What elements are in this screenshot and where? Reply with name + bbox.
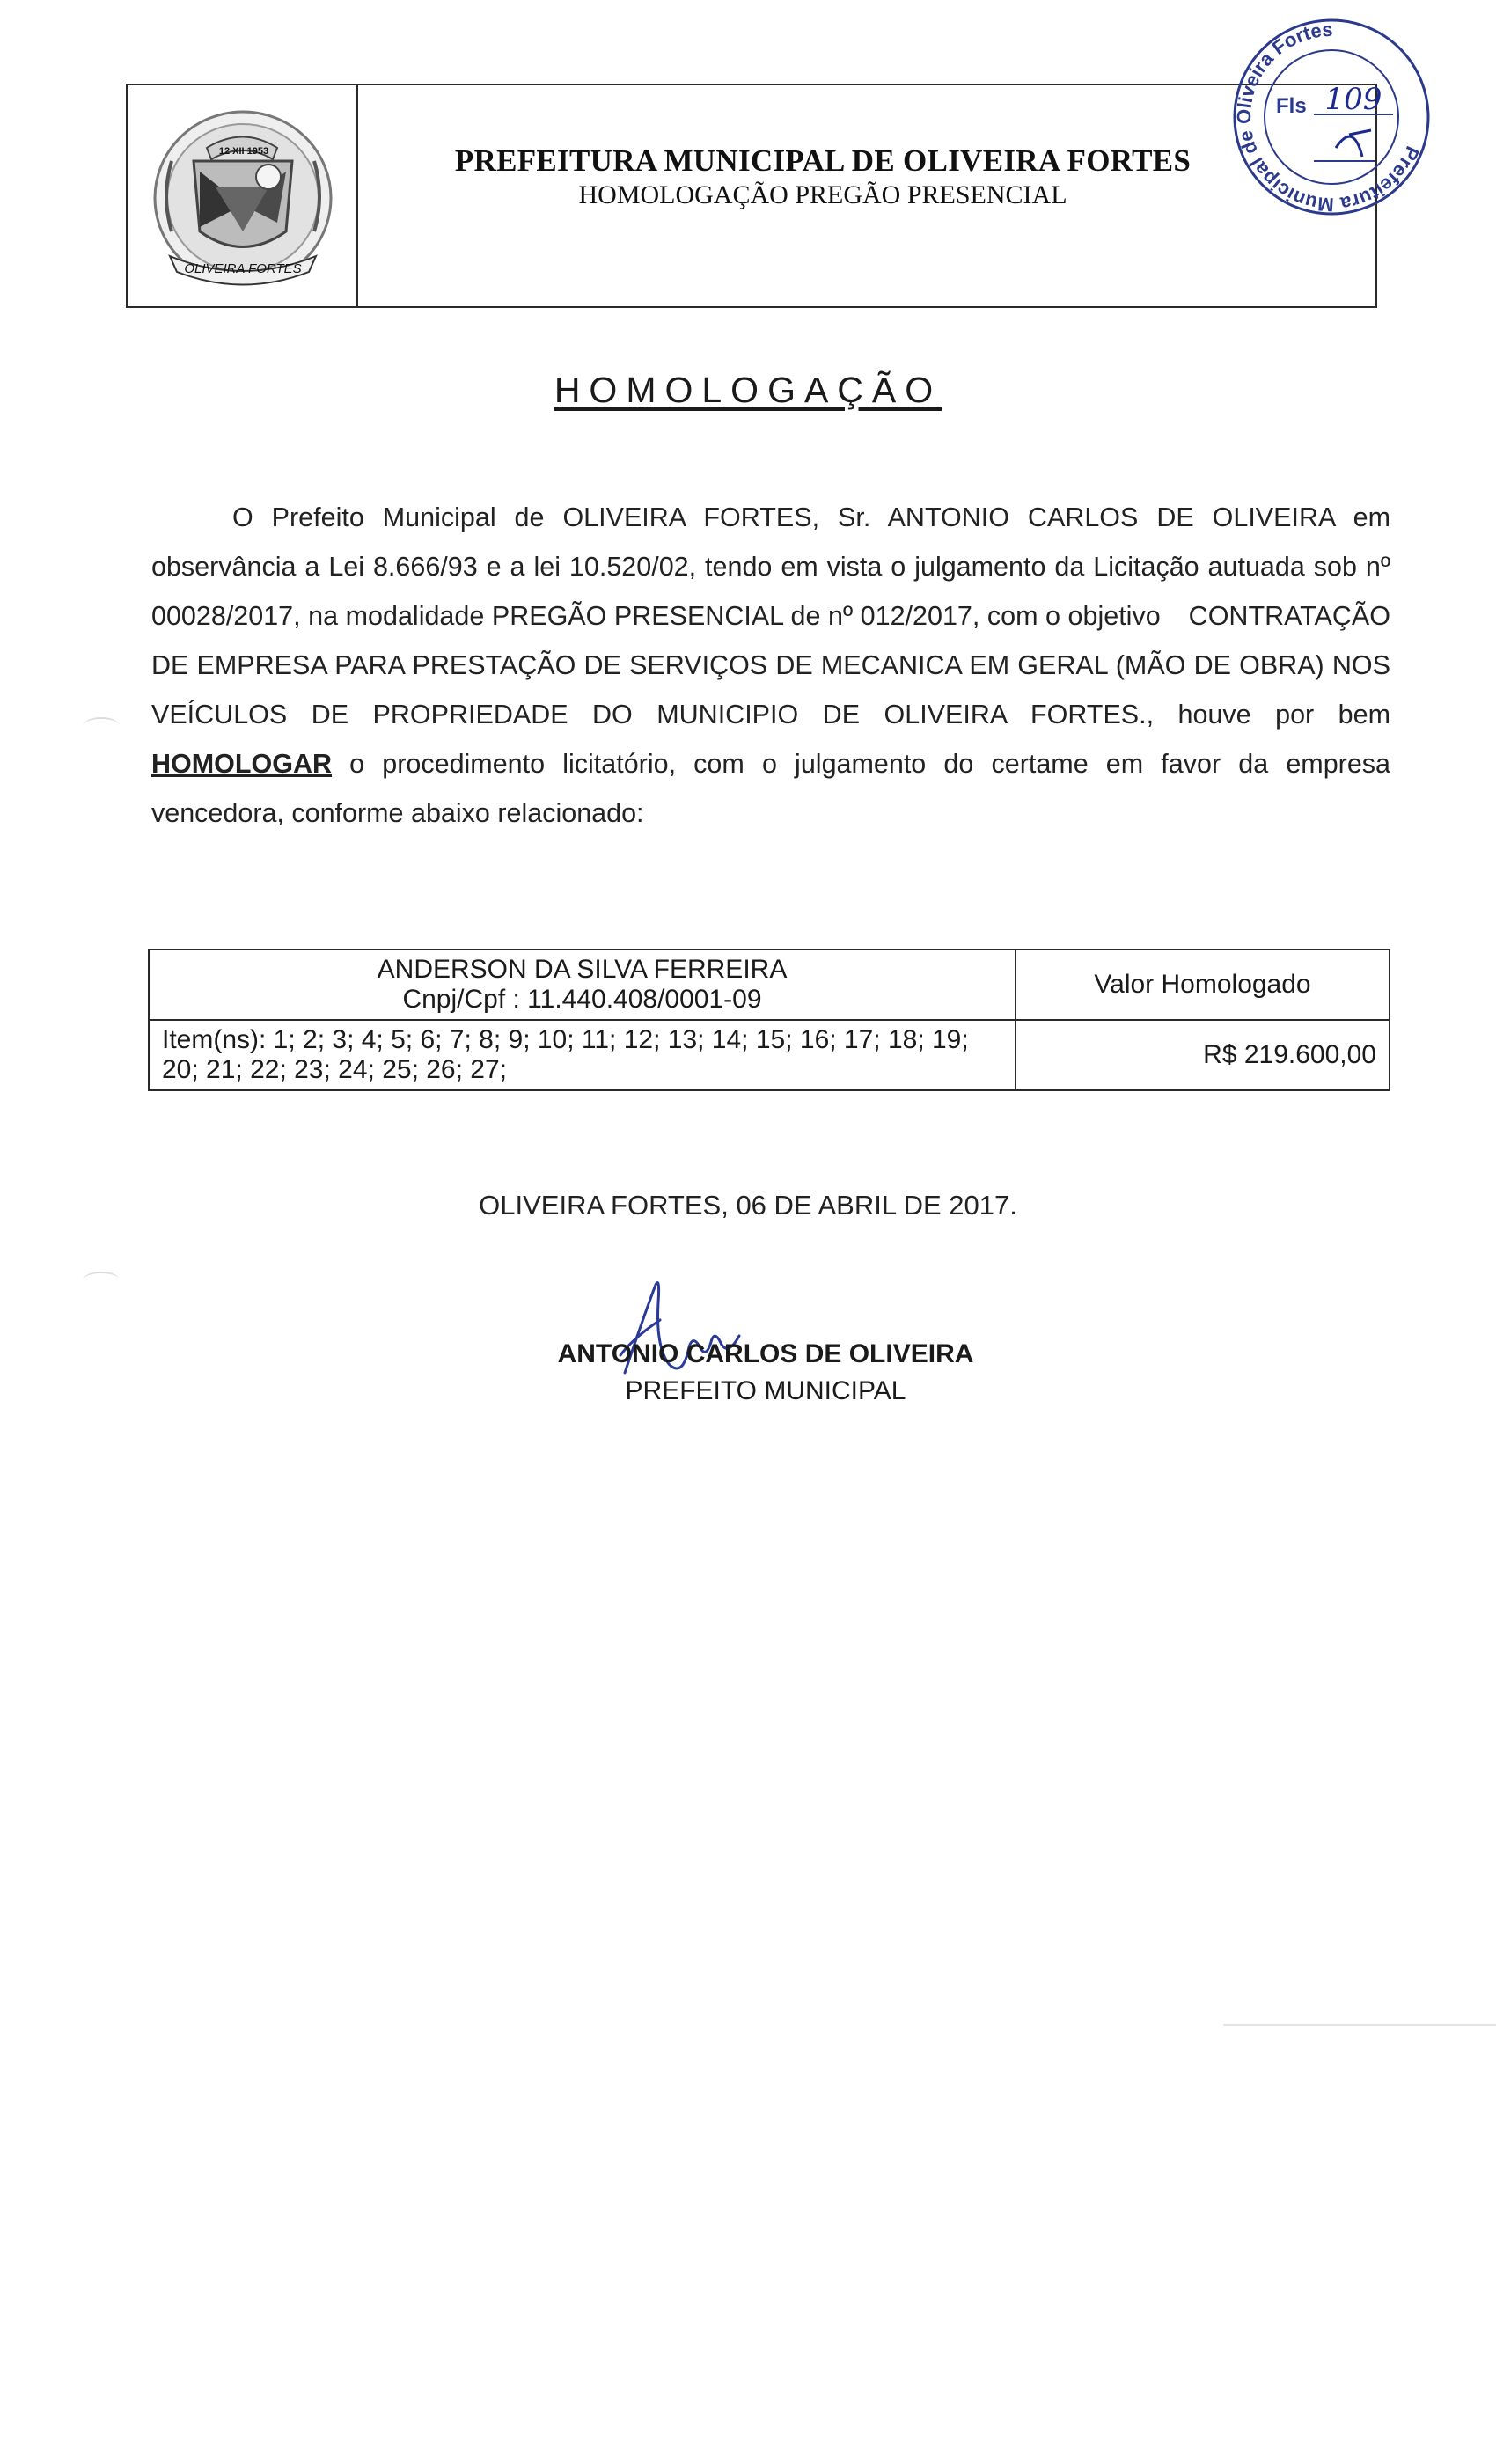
table-row bbox=[149, 1020, 1390, 1090]
homologar-emphasis: HOMOLOGAR bbox=[151, 749, 333, 779]
table-row bbox=[149, 950, 1390, 1020]
letterhead-titles bbox=[358, 85, 1375, 306]
stamp-fls-label: Fls bbox=[1276, 94, 1307, 118]
award-table bbox=[148, 949, 1390, 1091]
place-date: OLIVEIRA FORTES, 06 DE ABRIL DE 2017. bbox=[479, 1190, 1017, 1221]
crest-ribbon-date: 12 XII 1953 bbox=[218, 146, 269, 157]
stamp-ring-text: Prefeitura Municipal de Oliveira Fortes bbox=[1232, 18, 1424, 216]
crest-cell bbox=[128, 85, 358, 306]
signer-role: PREFEITO MUNICIPAL bbox=[625, 1376, 906, 1405]
body-paragraph bbox=[151, 493, 1390, 838]
scan-artifact-line bbox=[1223, 2024, 1496, 2026]
municipal-crest-logo bbox=[145, 99, 341, 295]
value-header: Valor Homologado bbox=[1016, 950, 1390, 1020]
body-object-text: CONTRATAÇÃO DE EMPRESA PARA PRESTAÇÃO DE SERVIÇOS DE MECANICA EM GERAL (MÃO DE OBRA) NOS VEÍCULOS DE PROPRIEDADE DO MUNICIPIO DE OLIVEIRA FORTES., houve por bem bbox=[151, 601, 1390, 730]
body-intro-text: O Prefeito Municipal de OLIVEIRA FORTES, Sr. ANTONIO CARLOS DE OLIVEIRA em observância a Lei 8.666/93 e a lei 10.520/02, tendo em vista o julgamento da Licitação autuada sob nº 00028/2017, na modalidade PREGÃO PRESENCIAL de nº 012/2017, com o objetivo bbox=[151, 502, 1390, 631]
document-body bbox=[151, 493, 1390, 838]
stamp-fls-number: 109 bbox=[1324, 82, 1382, 117]
municipality-title: PREFEITURA MUNICIPAL DE OLIVEIRA FORTES bbox=[454, 143, 1192, 178]
svg-text:Prefeitura Municipal de Olivei bbox=[1230, 16, 1433, 218]
company-cell bbox=[149, 950, 1016, 1020]
document-type-subtitle: HOMOLOGAÇÃO PREGÃO PRESENCIAL bbox=[578, 180, 1067, 209]
signer-name: ANTONIO CARLOS DE OLIVEIRA bbox=[557, 1339, 974, 1368]
crest-scroll-text: OLIVEIRA FORTES bbox=[184, 261, 302, 276]
scan-artifact-mark bbox=[84, 717, 119, 733]
page-number-stamp bbox=[1230, 16, 1433, 218]
items-cell: Item(ns): 1; 2; 3; 4; 5; 6; 7; 8; 9; 10; 11; 12; 13; 14; 15; 16; 17; 18; 19; 20; 21; 22; 23; 24; 25; 26; 27; bbox=[149, 1020, 1016, 1090]
body-closing-text: o procedimento licitatório, com o julgamento do certame em favor da empresa vencedora, conforme abaixo relacionado: bbox=[151, 749, 1390, 828]
scan-artifact-mark bbox=[84, 1272, 119, 1287]
company-name: ANDERSON DA SILVA FERREIRA bbox=[377, 955, 788, 984]
letterhead bbox=[126, 84, 1377, 308]
document-heading: HOMOLOGAÇÃO bbox=[554, 370, 942, 410]
awarded-value: R$ 219.600,00 bbox=[1016, 1020, 1390, 1090]
company-cnpj: Cnpj/Cpf : 11.440.408/0001-09 bbox=[402, 985, 762, 1014]
